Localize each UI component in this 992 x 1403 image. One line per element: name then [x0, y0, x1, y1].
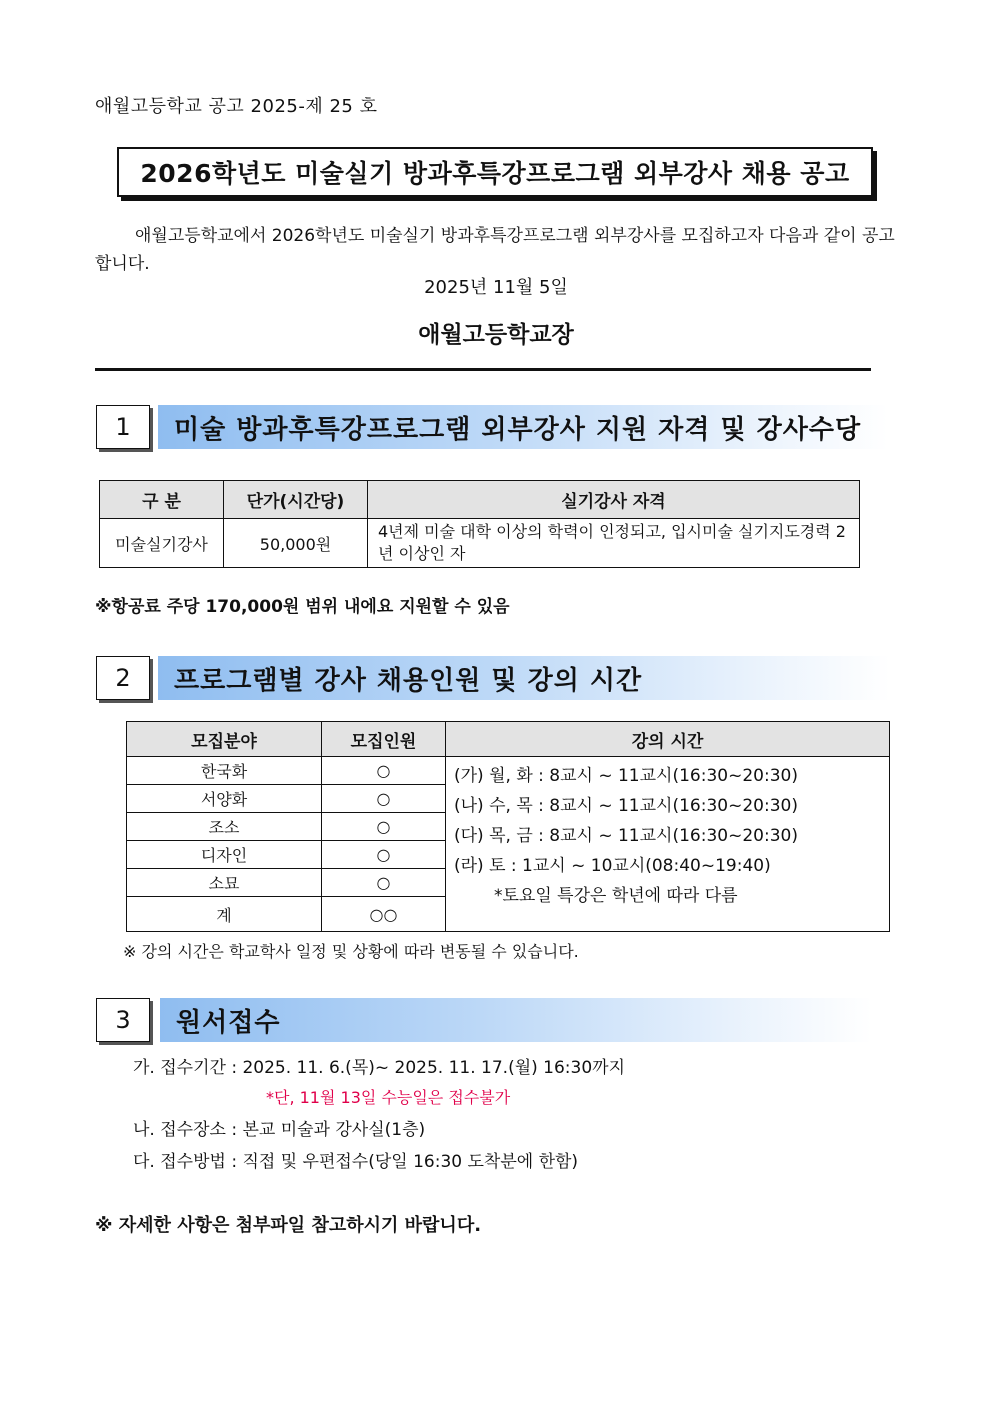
cell-qualification: 4년제 미술 대학 이상의 학력이 인정되고, 입시미술 실기지도경력 2년 이상인 자	[368, 519, 860, 568]
header-divider	[95, 368, 871, 371]
cell-field: 조소	[127, 813, 322, 841]
col-header-qualification: 실기강사 자격	[368, 481, 860, 519]
section3-title-text: 원서접수	[176, 1007, 281, 1038]
cell-rate: 50,000원	[224, 519, 368, 568]
section2-title-text: 프로그램별 강사 채용인원 및 강의 시간	[174, 665, 643, 696]
cell-count: ○	[322, 757, 446, 785]
lecture-time-line: (가) 월, 화 : 8교시 ~ 11교시(16:30~20:30)	[454, 766, 798, 786]
cell-count-total: ○○	[322, 897, 446, 932]
cell-field-total: 계	[127, 897, 322, 932]
section3-number: 3	[96, 998, 150, 1042]
document-title-text: 2026학년도 미술실기 방과후특강프로그램 외부강사 채용 공고	[140, 159, 850, 188]
section1-number: 1	[96, 405, 150, 449]
section3-title	[160, 998, 872, 1042]
table-row	[127, 757, 890, 785]
signer-name: 애월고등학교장	[418, 322, 574, 348]
application-place: 나. 접수장소 : 본교 미술과 강사실(1층)	[133, 1120, 426, 1140]
cell-category: 미술실기강사	[100, 519, 224, 568]
section1-title-text: 미술 방과후특강프로그램 외부강사 지원 자격 및 강사수당	[174, 414, 862, 445]
recruitment-table	[126, 721, 890, 932]
col-header-category: 구 분	[100, 481, 224, 519]
reference-note: ※ 자세한 사항은 첨부파일 참고하시기 바랍니다.	[95, 1215, 482, 1236]
application-method: 다. 접수방법 : 직접 및 우편접수(당일 16:30 도착분에 한함)	[133, 1152, 579, 1172]
cell-field: 디자인	[127, 841, 322, 869]
cell-count: ○	[322, 813, 446, 841]
cell-field: 서양화	[127, 785, 322, 813]
section2-title	[158, 656, 890, 700]
col-header-field: 모집분야	[127, 722, 322, 757]
cell-count: ○	[322, 869, 446, 897]
cell-count: ○	[322, 785, 446, 813]
col-header-times: 강의 시간	[446, 722, 890, 757]
airfare-note: ※항공료 주당 170,000원 범위 내에요 지원할 수 있음	[95, 597, 510, 617]
notice-number: 애월고등학교 공고 2025-제 25 호	[95, 96, 378, 117]
table-row	[100, 519, 860, 568]
lecture-times-cell	[446, 757, 890, 932]
application-period: 가. 접수기간 : 2025. 11. 6.(목)~ 2025. 11. 17.(월) 16:30까지	[133, 1058, 625, 1078]
lecture-time-line: (나) 수, 목 : 8교시 ~ 11교시(16:30~20:30)	[454, 796, 798, 816]
col-header-rate: 단가(시간당)	[224, 481, 368, 519]
intro-paragraph: 애월고등학교에서 2026학년도 미술실기 방과후특강프로그램 외부강사를 모집하고자 다음과 같이 공고합니다.	[95, 226, 895, 274]
saturday-note: *토요일 특강은 학년에 따라 다름	[494, 886, 738, 906]
cell-field: 한국화	[127, 757, 322, 785]
schedule-change-note: ※ 강의 시간은 학교학사 일정 및 상황에 따라 변동될 수 있습니다.	[123, 942, 579, 961]
cell-field: 소묘	[127, 869, 322, 897]
col-header-count: 모집인원	[322, 722, 446, 757]
lecture-time-line: (라) 토 : 1교시 ~ 10교시(08:40~19:40)	[454, 856, 771, 876]
qualification-table	[99, 480, 860, 568]
cell-count: ○	[322, 841, 446, 869]
announcement-date: 2025년 11월 5일	[424, 277, 568, 298]
section2-number: 2	[96, 656, 150, 700]
table-header-row	[100, 481, 860, 519]
table-header-row	[127, 722, 890, 757]
document-title	[117, 147, 873, 197]
section1-title	[158, 405, 888, 449]
application-period-exception: *단, 11월 13일 수능일은 접수불가	[266, 1088, 511, 1107]
lecture-time-line: (다) 목, 금 : 8교시 ~ 11교시(16:30~20:30)	[454, 826, 798, 846]
